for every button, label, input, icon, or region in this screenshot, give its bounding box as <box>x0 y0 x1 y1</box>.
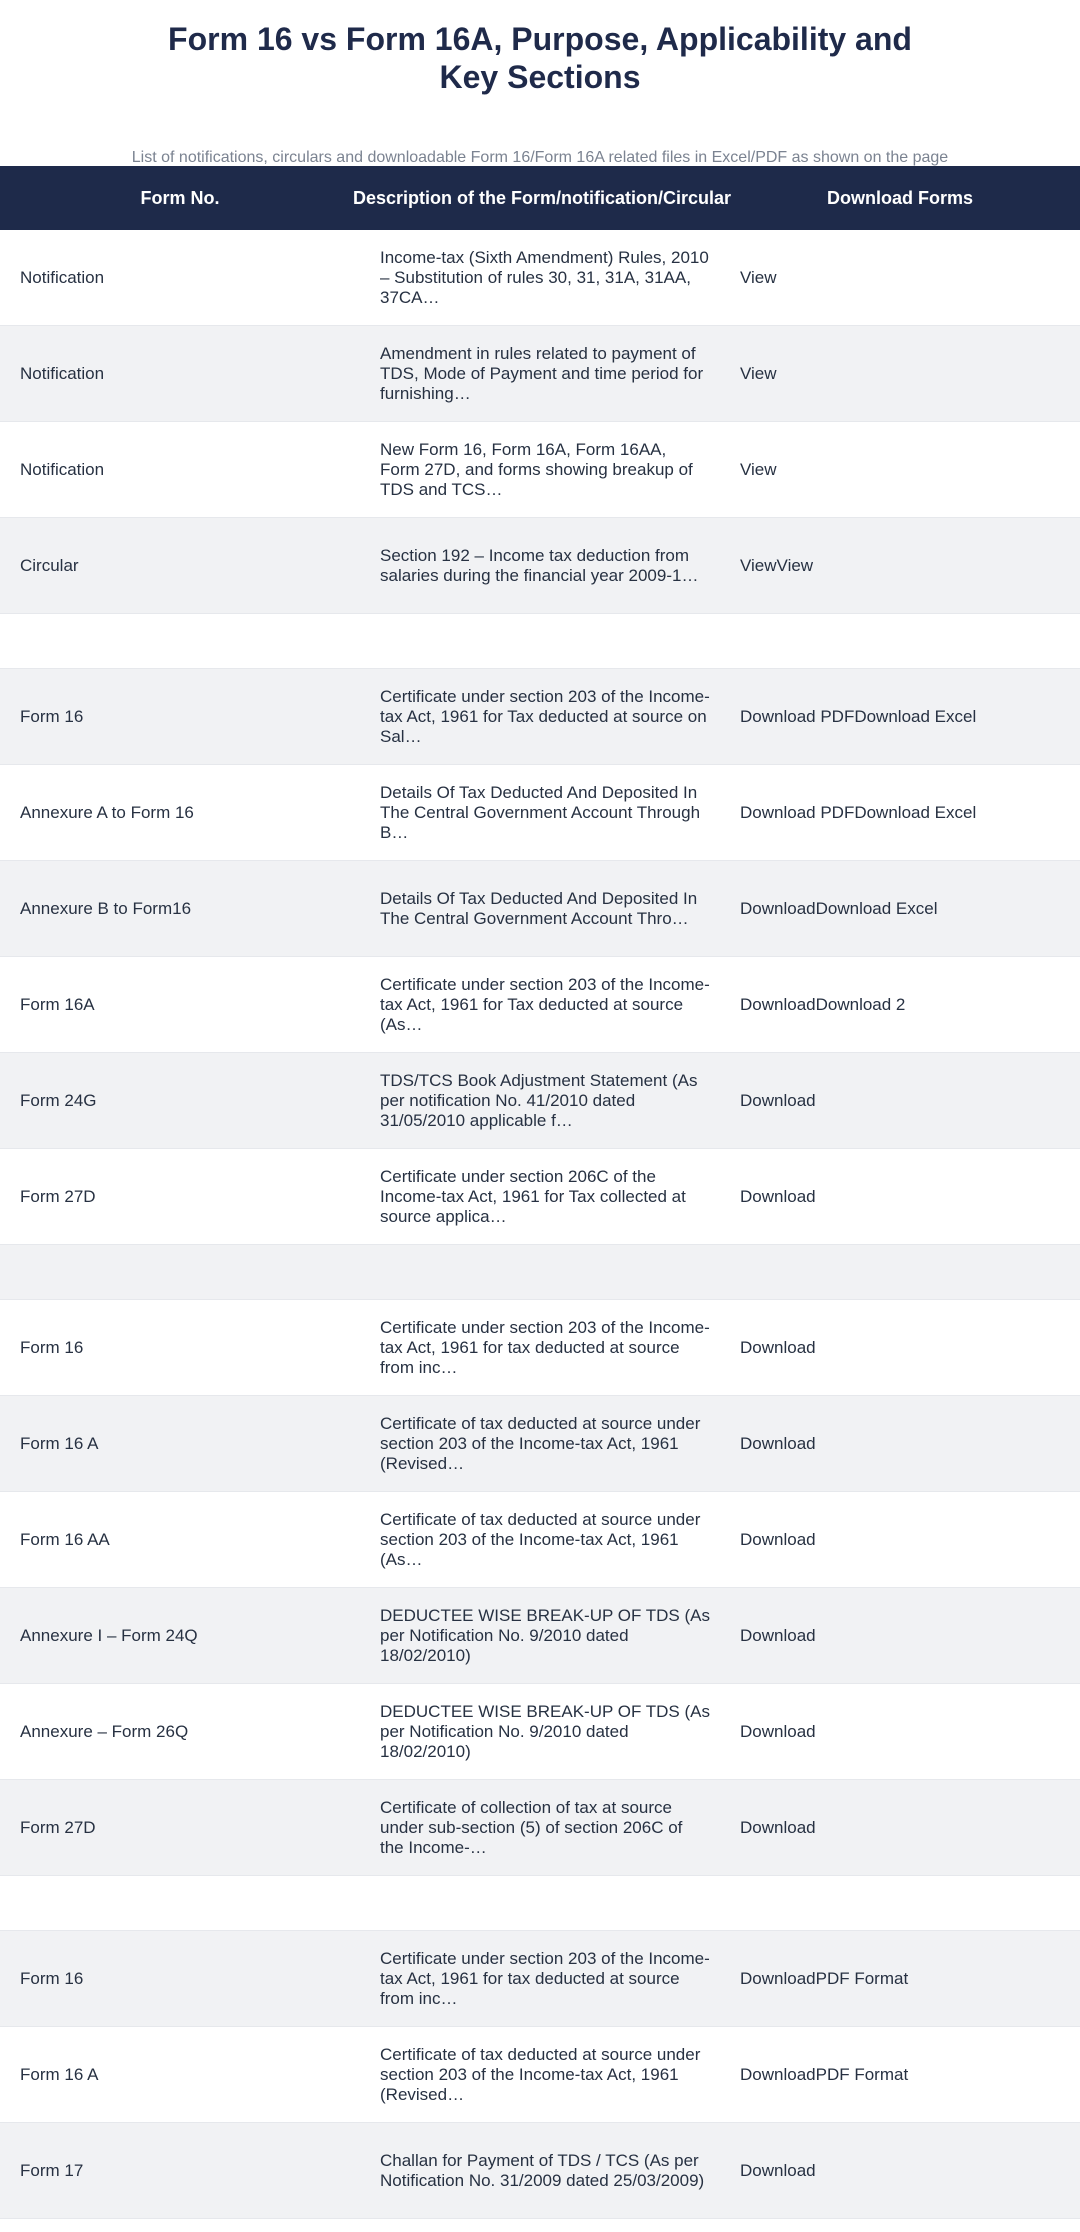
download-link[interactable]: Download <box>740 995 816 1014</box>
download-cell <box>740 1053 1060 1149</box>
description-text: Certificate under section 203 of the Income-tax Act, 1961 for Tax deducted at source (As… <box>380 975 710 1034</box>
section-spacer <box>0 614 1080 669</box>
download-link[interactable]: Download <box>740 1091 816 1110</box>
table-row <box>0 765 1080 861</box>
form-number-cell: Form 16 <box>20 1338 84 1357</box>
description-cell <box>380 1053 710 1149</box>
download-cell <box>740 230 1060 326</box>
description-cell <box>380 1780 710 1876</box>
table-row <box>0 422 1080 518</box>
description-cell <box>380 861 710 957</box>
description-cell <box>380 230 710 326</box>
page-subtitle: List of notifications, circulars and downloadable Form 16/Form 16A related files in Excel/PDF as shown on the page <box>131 149 949 166</box>
table-row <box>0 1149 1080 1245</box>
description-cell <box>380 1149 710 1245</box>
form-number-cell: Form 16A <box>20 995 95 1014</box>
description-text: Certificate of tax deducted at source under section 203 of the Income-tax Act, 1961 (Revised… <box>380 1414 701 1473</box>
download-link[interactable]: Download <box>740 1530 816 1549</box>
forms-table <box>0 166 1080 2219</box>
form-number-cell: Notification <box>20 460 105 479</box>
download-cell <box>740 518 1060 614</box>
download-cell <box>740 1931 1060 2027</box>
download-link[interactable]: Download <box>740 1722 816 1741</box>
form-number-cell: Form 16 <box>20 1969 84 1988</box>
download-cell <box>740 422 1060 518</box>
table-row <box>0 2027 1080 2123</box>
description-text: Certificate under section 203 of the Income-tax Act, 1961 for Tax deducted at source on Sal… <box>380 687 710 746</box>
description-cell <box>380 2123 710 2219</box>
description-text: Certificate under section 203 of the Income-tax Act, 1961 for tax deducted at source from inc… <box>380 1949 710 2008</box>
download-cell <box>740 1300 1060 1396</box>
header-download-forms: Download Forms <box>826 188 973 208</box>
download-link[interactable]: View <box>740 556 777 575</box>
download-link[interactable]: View <box>740 460 777 479</box>
download-link[interactable]: Download <box>740 1626 816 1645</box>
download-cell <box>740 2123 1060 2219</box>
download-link[interactable]: Download <box>740 1818 816 1837</box>
download-cell <box>740 1684 1060 1780</box>
form-number-cell: Notification <box>20 364 105 383</box>
download-link[interactable]: View <box>740 268 777 287</box>
description-text: Certificate of tax deducted at source under section 203 of the Income-tax Act, 1961 (As… <box>380 1510 701 1569</box>
download-cell <box>740 669 1060 765</box>
description-cell <box>380 1684 710 1780</box>
download-link[interactable]: Download <box>740 2065 816 2084</box>
table-row <box>0 861 1080 957</box>
download-link[interactable]: Download PDF <box>740 803 855 822</box>
download-cell <box>740 1780 1060 1876</box>
description-cell <box>380 1931 710 2027</box>
description-cell <box>380 669 710 765</box>
download-link[interactable]: Download PDF <box>740 707 855 726</box>
description-cell <box>380 2027 710 2123</box>
download-link[interactable]: View <box>776 556 814 575</box>
download-cell <box>740 326 1060 422</box>
download-link[interactable]: Download Excel <box>854 707 977 726</box>
table-row <box>0 669 1080 765</box>
description-text: Section 192 – Income tax deduction from salaries during the financial year 2009-1… <box>380 546 699 585</box>
description-cell <box>380 1300 710 1396</box>
form-number-cell: Annexure B to Form16 <box>20 899 192 918</box>
table-row <box>0 1492 1080 1588</box>
download-cell <box>740 1396 1060 1492</box>
download-link[interactable]: Download <box>740 2161 816 2180</box>
header-description: Description of the Form/notification/Circular <box>352 188 732 208</box>
description-text: Income-tax (Sixth Amendment) Rules, 2010 – Substitution of rules 30, 31, 31A, 31AA, 37CA… <box>380 248 709 307</box>
form-number-cell: Form 16 AA <box>20 1530 110 1549</box>
description-text: Certificate under section 203 of the Income-tax Act, 1961 for tax deducted at source from inc… <box>380 1318 710 1377</box>
description-cell <box>380 518 710 614</box>
description-text: DEDUCTEE WISE BREAK-UP OF TDS (As per Notification No. 9/2010 dated 18/02/2010) <box>380 1606 710 1665</box>
table-body <box>0 230 1080 2219</box>
form-number-cell: Form 27D <box>20 1818 96 1837</box>
download-link[interactable]: Download 2 <box>815 995 906 1014</box>
download-link[interactable]: View <box>740 364 777 383</box>
download-link[interactable]: Download <box>740 1434 816 1453</box>
form-number-cell: Form 16 <box>20 707 84 726</box>
download-cell <box>740 1149 1060 1245</box>
description-text: TDS/TCS Book Adjustment Statement (As per notification No. 41/2010 dated 31/05/2010 applicable f… <box>380 1071 698 1130</box>
form-number-cell: Form 27D <box>20 1187 96 1206</box>
table-row <box>0 1396 1080 1492</box>
form-number-cell: Annexure – Form 26Q <box>20 1722 189 1741</box>
description-cell <box>380 1492 710 1588</box>
form-number-cell: Annexure I – Form 24Q <box>20 1626 198 1645</box>
form-number-cell: Circular <box>20 556 79 575</box>
form-number-cell: Notification <box>20 268 105 287</box>
form-number-cell: Annexure A to Form 16 <box>20 803 194 822</box>
description-text: Details Of Tax Deducted And Deposited In The Central Government Account Thro… <box>380 889 698 928</box>
description-text: New Form 16, Form 16A, Form 16AA, Form 27D, and forms showing breakup of TDS and TCS… <box>380 440 693 499</box>
download-cell <box>740 1492 1060 1588</box>
section-spacer <box>0 1245 1080 1300</box>
description-cell <box>380 422 710 518</box>
description-text: Certificate of collection of tax at source under sub-section (5) of section 206C of the Income-… <box>380 1798 683 1857</box>
download-link[interactable]: Download <box>740 1187 816 1206</box>
table-row <box>0 326 1080 422</box>
table-row <box>0 1684 1080 1780</box>
download-cell <box>740 861 1060 957</box>
download-link[interactable]: Download <box>740 1338 816 1357</box>
form-number-cell: Form 17 <box>20 2161 84 2180</box>
download-link[interactable]: PDF Format <box>815 2065 909 2084</box>
section-spacer <box>0 1876 1080 1931</box>
form-number-cell: Form 24G <box>20 1091 97 1110</box>
table-row <box>0 1300 1080 1396</box>
description-cell <box>380 957 710 1053</box>
description-cell <box>380 765 710 861</box>
table-row <box>0 957 1080 1053</box>
download-link[interactable]: Download Excel <box>815 899 938 918</box>
form-number-cell: Form 16 A <box>20 2065 99 2084</box>
download-cell <box>740 957 1060 1053</box>
download-cell <box>740 2027 1060 2123</box>
table-header <box>0 166 1080 230</box>
description-text: Challan for Payment of TDS / TCS (As per Notification No. 31/2009 dated 25/03/2009) <box>380 2151 705 2190</box>
table-row <box>0 1780 1080 1876</box>
description-text: Details Of Tax Deducted And Deposited In The Central Government Account Through B… <box>380 783 701 842</box>
download-cell <box>740 765 1060 861</box>
description-text: Amendment in rules related to payment of TDS, Mode of Payment and time period for furnishing… <box>380 344 704 403</box>
download-link[interactable]: PDF Format <box>815 1969 909 1988</box>
table-row <box>0 518 1080 614</box>
table-row <box>0 2123 1080 2219</box>
download-cell <box>740 1588 1060 1684</box>
download-link[interactable]: Download Excel <box>854 803 977 822</box>
description-text: DEDUCTEE WISE BREAK-UP OF TDS (As per Notification No. 9/2010 dated 18/02/2010) <box>380 1702 710 1761</box>
description-cell <box>380 1588 710 1684</box>
table-row <box>0 230 1080 326</box>
form-number-cell: Form 16 A <box>20 1434 99 1453</box>
table-row <box>0 1931 1080 2027</box>
description-text: Certificate of tax deducted at source under section 203 of the Income-tax Act, 1961 (Revised… <box>380 2045 701 2104</box>
download-link[interactable]: Download <box>740 1969 816 1988</box>
table-row <box>0 1053 1080 1149</box>
description-cell <box>380 326 710 422</box>
download-link[interactable]: Download <box>740 899 816 918</box>
description-text: Certificate under section 206C of the Income-tax Act, 1961 for Tax collected at source applica… <box>380 1167 686 1226</box>
table-row <box>0 1588 1080 1684</box>
header-form-no: Form No. <box>140 188 220 208</box>
page-title: Form 16 vs Form 16A, Purpose, Applicability and Key Sections <box>168 21 912 95</box>
description-cell <box>380 1396 710 1492</box>
